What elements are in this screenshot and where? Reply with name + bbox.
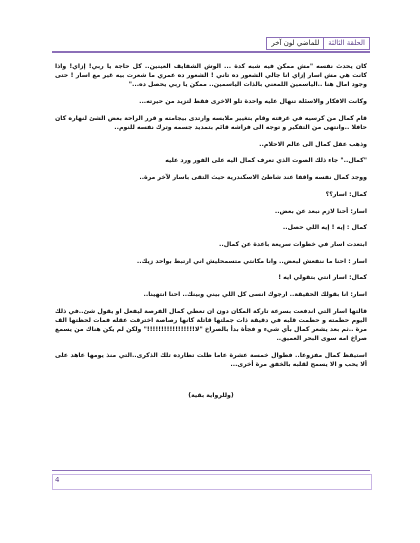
chapter-label: الحلقة الثالثة <box>323 37 370 50</box>
paragraph: كمال: اسار انتي بتقولي ايه ! <box>278 274 367 282</box>
paragraph: ووجد كمال نفسه واقفا عند شاطئ الاسكندرية حيث التقى باسار لآخر مرة.. <box>139 174 367 182</box>
closing-note: (وللرواية بقية) <box>188 392 234 400</box>
paragraph: اسار: انا بقولك الحقيقة.. ارجوك انسى كل اللي بيني وبينك.. احنا انتهينا.. <box>143 291 367 299</box>
paragraph: استيقظ كمال مفزوعا.. فطوال خمسة عشرة عاما ظلت تطارده تلك الذكرى..التي منذ يومها عاهد على ألا يحب و الا يسمح لقلبه بالخفق مرة أخرى... <box>55 352 367 369</box>
paragraph: اسار : احنا ما ننفعش لبعض.. وانا مكانتي متسمحليش اني ارتبط بواحد زيك.. <box>136 257 367 265</box>
page-footer <box>52 474 372 490</box>
paragraph: ابتعدت اسار في خطوات سريعة باعدة عن كمال.. <box>219 240 367 248</box>
paragraph: "كمال.." جاء ذلك الصوت الذي تعرف كمال اليه على الفور ورد عليه <box>165 157 367 165</box>
story-title: للماضي لون آخر <box>266 37 323 50</box>
paragraph: كان يحدث نفسه "مش ممكن فيه شبه كدة ... الوش الشفايف العينين.. كل حاجة يا ربي! إزاي! واذا كانت هي مش اسار إزاي انا جالي الشعور ده تاني ! الشعور ده عمري ما شعرت بيه غير مع اسار ! حتى وجود امال هنا ..الياسمين اللمعني بالذات الياسمين.. ممكن يا ربي يحصل ده..." <box>55 63 367 89</box>
paragraph: كمال : إيه ! إيه اللي حصل.. <box>282 224 367 232</box>
paragraph: قالتها اسار التي اندفعت بسرعة تاركة المكان دون ان تعطي كمال الفرصة ليفعل او يقول شئ..في ذلك اليوم حطمته و حطمت قلبه في دقيقة ذات جملتها قاتلة كانها رصاصة اخترقت عقله فمات لحظتها الف مرة ..ثم بعد يشعر كمال بأي شيء و فجأة بدأ بالصراخ "لا!!!!!!!!!!!!!!!!!" ولكن لم يكن هناك من يسمع صراخ امه سوى البحر العميق.. <box>55 307 367 343</box>
paragraph: كمال: اسار؟؟ <box>325 190 367 198</box>
page-number: 4 <box>55 476 60 484</box>
paragraph: قام كمال من كرسيه في غرفته وقام بتغيير ملابسه وارتدى بيجامته و قرر الراحة بعض الشئ لنهاره كان حافلا ..وانتهى من التفكير و توجه الى فراشه قائم بتمديد جسمه وترك نفسه للنوم.. <box>55 114 367 132</box>
paragraph: اسار: أحنا لازم نبعد عن بعض.. <box>274 207 367 215</box>
paragraph: وكانت الافكار والاسئلة تنهال عليه واحدة تلو الاخرى فقط لتزيد من حيرته... <box>139 98 367 106</box>
paragraph: وذهب عقل كمال الى عالم الاحلام.. <box>259 140 367 148</box>
header-rule <box>52 51 370 53</box>
page-header <box>52 36 370 50</box>
story-body <box>55 62 367 408</box>
footer-rule <box>52 470 370 471</box>
